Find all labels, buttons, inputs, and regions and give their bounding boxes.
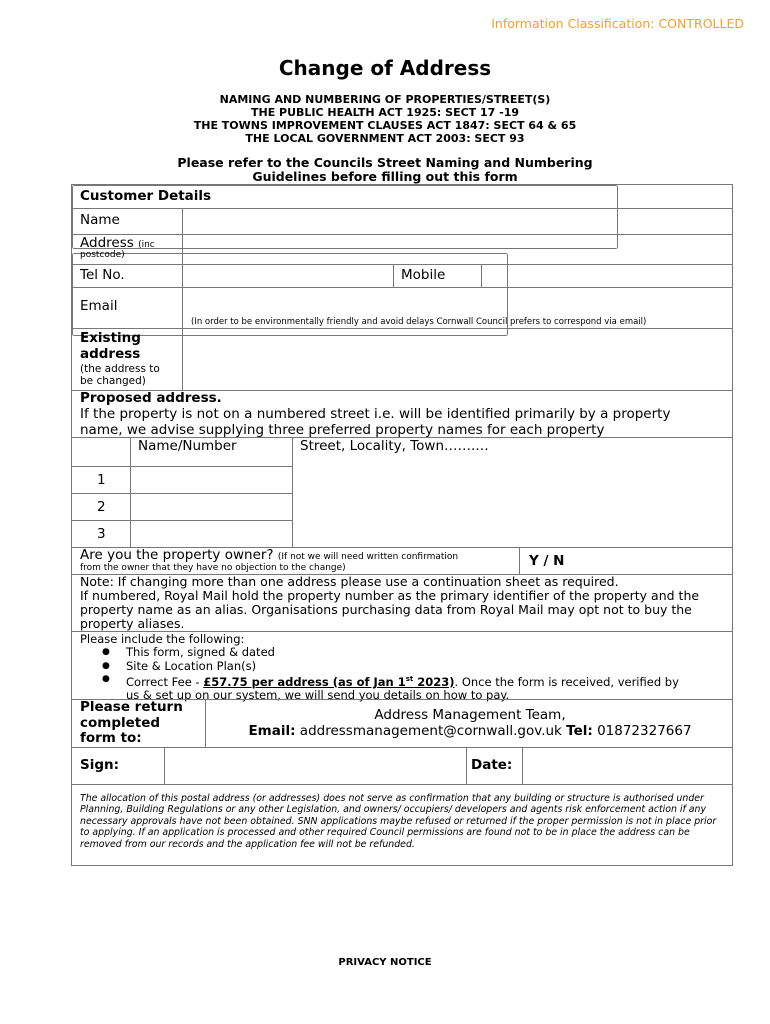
signature-field[interactable] bbox=[168, 749, 462, 782]
return-label: Please return completed form to: bbox=[80, 699, 183, 746]
proposed-desc-2: name, we advise supplying three preferred property names for each property bbox=[80, 422, 605, 438]
owner-note: from the owner that they have no objection to the change) bbox=[80, 563, 346, 573]
classification-label: Information Classification: CONTROLLED bbox=[491, 16, 744, 31]
row-divider bbox=[72, 520, 292, 521]
email-label: Email bbox=[80, 298, 118, 314]
existing-address-label: Existing bbox=[80, 330, 141, 346]
proposed-name-3-field[interactable] bbox=[134, 522, 288, 545]
notes-text bbox=[80, 575, 699, 631]
address-hint: postcode) bbox=[80, 250, 125, 260]
note-line: If numbered, Royal Mail hold the property number as the primary identifier of the property and the bbox=[80, 588, 700, 603]
column-divider bbox=[481, 264, 482, 287]
act-line: THE PUBLIC HEALTH ACT 1925: SECT 17 -19 bbox=[250, 106, 519, 119]
owner-question: Are you the property owner? (If not we will need written confirmation bbox=[80, 547, 459, 563]
proposed-desc: If the property is not on a numbered street i.e. will be identified primarily by a property bbox=[80, 406, 671, 422]
existing-address-row bbox=[72, 328, 732, 390]
column-divider bbox=[519, 547, 520, 574]
existing-address-hint-2: be changed) bbox=[80, 375, 146, 387]
act-line: THE TOWNS IMPROVEMENT CLAUSES ACT 1847: SECT 64 & 65 bbox=[193, 119, 577, 132]
note-line: property name as an alias. Organisations purchasing data from Royal Mail may opt not to buy the bbox=[80, 602, 692, 617]
col-street-locality: Street, Locality, Town…….… bbox=[300, 438, 489, 454]
column-divider bbox=[393, 264, 394, 287]
sign-label: Sign: bbox=[80, 757, 120, 773]
guidance-note bbox=[0, 156, 770, 184]
proposed-row-number: 1 bbox=[97, 472, 106, 488]
page-title: Change of Address bbox=[278, 56, 492, 80]
disclaimer-text: The allocation of this postal address (or addresses) does not serve as confirmation that any building or structure is authorised under Planning, Building Regulations or any other Legislation, and owners/ occupiers/ developers and agents risk enforcement action if any necessary approvals have not been obtained. SNN applications maybe refused or returned if the proper permission is not in place prior to applying. If an application is processed and other required Council permissions are found not to be in place the address can be removed from our records and the application fee will not be refunded. bbox=[80, 793, 717, 850]
column-divider bbox=[130, 437, 131, 547]
col-name-number: Name/Number bbox=[138, 438, 237, 454]
proposed-address-heading: Proposed address. bbox=[80, 390, 222, 406]
note-line: Note: If changing more than one address please use a continuation sheet as required. bbox=[80, 574, 619, 589]
column-divider bbox=[466, 747, 467, 784]
note-line: property aliases. bbox=[80, 616, 185, 631]
email-field[interactable] bbox=[186, 289, 726, 311]
email-note: (In order to be environmentally friendly and avoid delays Cornwall Council prefers to correspond via email) bbox=[191, 317, 647, 327]
column-divider bbox=[182, 208, 183, 390]
owner-yes-no[interactable]: Y / N bbox=[529, 553, 565, 569]
column-divider bbox=[164, 747, 165, 784]
row-divider bbox=[72, 466, 292, 467]
address-field[interactable] bbox=[186, 236, 726, 262]
column-divider bbox=[522, 747, 523, 784]
act-line: THE LOCAL GOVERNMENT ACT 2003: SECT 93 bbox=[245, 132, 525, 145]
proposed-name-2-field[interactable] bbox=[134, 495, 288, 518]
change-of-address-form bbox=[71, 184, 733, 866]
row-divider bbox=[72, 493, 292, 494]
tel-field[interactable] bbox=[186, 266, 391, 285]
date-label: Date: bbox=[471, 757, 513, 773]
proposed-name-1-field[interactable] bbox=[134, 468, 288, 491]
return-team: Address Management Team, bbox=[374, 707, 566, 723]
return-tel: 01872327667 bbox=[597, 723, 692, 739]
name-field[interactable] bbox=[186, 210, 726, 232]
name-label: Name bbox=[80, 212, 120, 228]
customer-details-heading: Customer Details bbox=[80, 188, 212, 204]
guidance-line: Guidelines before filling out this form bbox=[252, 169, 518, 184]
mobile-field[interactable] bbox=[486, 266, 726, 285]
include-item: ● Site & Location Plan(s) bbox=[80, 660, 679, 674]
include-item-cont: us & set up on our system, we will send you details on how to pay. bbox=[126, 688, 510, 703]
include-item: ● This form, signed & dated bbox=[80, 646, 679, 660]
privacy-notice-heading: PRIVACY NOTICE bbox=[338, 957, 432, 968]
disclaimer-divider bbox=[72, 784, 732, 785]
mobile-label: Mobile bbox=[401, 267, 446, 283]
guidance-line: Please refer to the Councils Street Naming and Numbering bbox=[177, 155, 593, 170]
date-field[interactable] bbox=[526, 749, 726, 782]
proposed-row-number: 3 bbox=[97, 526, 106, 542]
existing-address-label-2: address bbox=[80, 346, 141, 362]
column-divider bbox=[292, 437, 293, 547]
tel-label: Tel No. bbox=[80, 267, 125, 283]
address-label: Address (inc bbox=[80, 235, 155, 251]
proposed-row-number: 2 bbox=[97, 499, 106, 515]
existing-address-hint: (the address to bbox=[80, 363, 160, 375]
return-contact: Email: addressmanagement@cornwall.gov.uk Tel: 01872327667 bbox=[248, 723, 692, 739]
return-email[interactable]: addressmanagement@cornwall.gov.uk bbox=[299, 723, 562, 739]
include-heading: Please include the following: bbox=[80, 632, 245, 646]
include-list bbox=[80, 646, 679, 703]
act-line: NAMING AND NUMBERING OF PROPERTIES/STREET(S) bbox=[219, 93, 551, 106]
include-item-fee: ● Correct Fee - £57.75 per address (as of Jan 1st 2023). Once the form is received, verified by bbox=[80, 673, 679, 689]
legislation-list bbox=[0, 93, 770, 145]
